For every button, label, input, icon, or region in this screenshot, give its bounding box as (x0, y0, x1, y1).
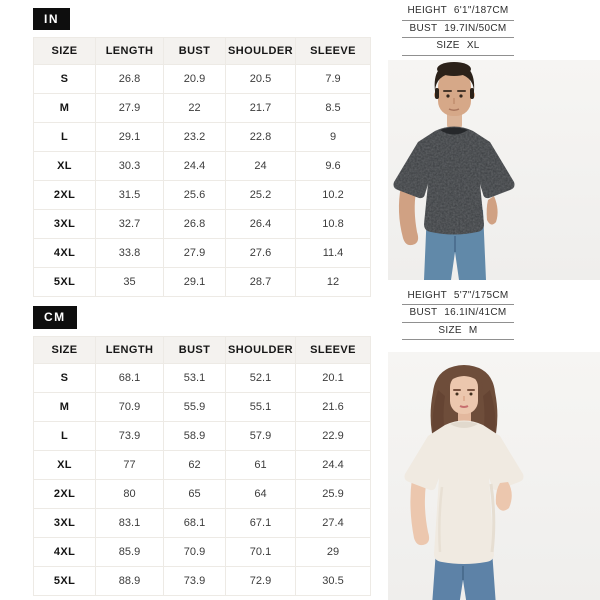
measurement-cell: 11.4 (296, 239, 371, 268)
table-row (34, 479, 371, 508)
male-model-illustration (388, 60, 600, 280)
table-row (34, 239, 371, 268)
column-header: LENGTH (96, 336, 164, 363)
size-label-cell: M (34, 392, 96, 421)
size-table-inches (33, 37, 371, 297)
size-label-cell: 5XL (34, 566, 96, 595)
column-header: SLEEVE (296, 336, 371, 363)
measurement-cell: 22.9 (296, 421, 371, 450)
measurement-cell: 61 (226, 450, 296, 479)
measurement-cell: 83.1 (96, 508, 164, 537)
measurement-cell: 27.9 (96, 94, 164, 123)
measurement-cell: 52.1 (226, 363, 296, 392)
measurement-cell: 57.9 (226, 421, 296, 450)
table-row (34, 123, 371, 152)
column-header: BUST (164, 336, 226, 363)
size-label-cell: 3XL (34, 210, 96, 239)
column-header: SHOULDER (226, 38, 296, 65)
measurement-cell: 35 (96, 268, 164, 297)
table-row (34, 392, 371, 421)
size-label-cell: L (34, 421, 96, 450)
measurement-cell: 85.9 (96, 537, 164, 566)
measurement-cell: 21.6 (296, 392, 371, 421)
measurement-cell: 65 (164, 479, 226, 508)
measurement-cell: 62 (164, 450, 226, 479)
measurement-cell: 24.4 (164, 152, 226, 181)
measurement-cell: 9 (296, 123, 371, 152)
measurement-cell: 25.2 (226, 181, 296, 210)
size-label-cell: 4XL (34, 537, 96, 566)
measurement-cell: 22 (164, 94, 226, 123)
table-row (34, 537, 371, 566)
male-model-specs (402, 3, 514, 56)
measurement-cell: 23.2 (164, 123, 226, 152)
size-label-cell: 4XL (34, 239, 96, 268)
column-header: SIZE (34, 336, 96, 363)
measurement-cell: 24.4 (296, 450, 371, 479)
male-size-spec: SIZE XL (402, 38, 514, 56)
measurement-cell: 55.9 (164, 392, 226, 421)
measurement-cell: 29.1 (96, 123, 164, 152)
measurement-cell: 26.8 (164, 210, 226, 239)
measurement-cell: 70.9 (96, 392, 164, 421)
measurement-cell: 32.7 (96, 210, 164, 239)
female-model-photo (388, 352, 600, 600)
table-row (34, 450, 371, 479)
measurement-cell: 33.8 (96, 239, 164, 268)
measurement-cell: 20.5 (226, 65, 296, 94)
female-size-spec: SIZE M (402, 323, 514, 341)
measurement-cell: 8.5 (296, 94, 371, 123)
measurement-cell: 68.1 (164, 508, 226, 537)
size-tables-section (33, 8, 370, 596)
male-bust-spec: BUST 19.7IN/50CM (402, 21, 514, 39)
measurement-cell: 26.4 (226, 210, 296, 239)
measurement-cell: 26.8 (96, 65, 164, 94)
male-model-photo (388, 60, 600, 280)
size-label-cell: S (34, 65, 96, 94)
table-row (34, 363, 371, 392)
measurement-cell: 29.1 (164, 268, 226, 297)
male-height-spec: HEIGHT 6'1"/187CM (402, 3, 514, 21)
measurement-cell: 9.6 (296, 152, 371, 181)
measurement-cell: 67.1 (226, 508, 296, 537)
size-label-cell: M (34, 94, 96, 123)
measurement-cell: 27.9 (164, 239, 226, 268)
measurement-cell: 12 (296, 268, 371, 297)
unit-badge-cm: CM (33, 306, 77, 328)
table-row (34, 421, 371, 450)
table-header-row (34, 38, 371, 65)
column-header: LENGTH (96, 38, 164, 65)
female-model-illustration (388, 352, 600, 600)
measurement-cell: 30.5 (296, 566, 371, 595)
measurement-cell: 72.9 (226, 566, 296, 595)
measurement-cell: 55.1 (226, 392, 296, 421)
measurement-cell: 7.9 (296, 65, 371, 94)
measurement-cell: 73.9 (164, 566, 226, 595)
female-bust-spec: BUST 16.1IN/41CM (402, 305, 514, 323)
measurement-cell: 20.1 (296, 363, 371, 392)
measurement-cell: 10.8 (296, 210, 371, 239)
measurement-cell: 25.9 (296, 479, 371, 508)
measurement-cell: 70.9 (164, 537, 226, 566)
table-row (34, 181, 371, 210)
measurement-cell: 22.8 (226, 123, 296, 152)
size-label-cell: XL (34, 450, 96, 479)
measurement-cell: 64 (226, 479, 296, 508)
table-row (34, 94, 371, 123)
unit-badge-in: IN (33, 8, 70, 30)
measurement-cell: 24 (226, 152, 296, 181)
measurement-cell: 53.1 (164, 363, 226, 392)
female-height-spec: HEIGHT 5'7"/175CM (402, 288, 514, 306)
measurement-cell: 27.4 (296, 508, 371, 537)
measurement-cell: 68.1 (96, 363, 164, 392)
measurement-cell: 73.9 (96, 421, 164, 450)
female-model-specs (402, 288, 514, 341)
measurement-cell: 88.9 (96, 566, 164, 595)
measurement-cell: 30.3 (96, 152, 164, 181)
column-header: BUST (164, 38, 226, 65)
size-label-cell: L (34, 123, 96, 152)
table-row (34, 268, 371, 297)
size-label-cell: 2XL (34, 181, 96, 210)
measurement-cell: 28.7 (226, 268, 296, 297)
size-label-cell: 5XL (34, 268, 96, 297)
table-row (34, 65, 371, 94)
measurement-cell: 58.9 (164, 421, 226, 450)
size-label-cell: S (34, 363, 96, 392)
size-label-cell: 2XL (34, 479, 96, 508)
column-header: SLEEVE (296, 38, 371, 65)
measurement-cell: 80 (96, 479, 164, 508)
measurement-cell: 77 (96, 450, 164, 479)
column-header: SHOULDER (226, 336, 296, 363)
measurement-cell: 21.7 (226, 94, 296, 123)
measurement-cell: 25.6 (164, 181, 226, 210)
measurement-cell: 70.1 (226, 537, 296, 566)
measurement-cell: 29 (296, 537, 371, 566)
measurement-cell: 20.9 (164, 65, 226, 94)
table-row (34, 152, 371, 181)
table-header-row (34, 336, 371, 363)
table-row (34, 508, 371, 537)
size-table-centimeters (33, 336, 371, 596)
measurement-cell: 10.2 (296, 181, 371, 210)
size-label-cell: XL (34, 152, 96, 181)
model-photos-section (388, 0, 600, 600)
measurement-cell: 31.5 (96, 181, 164, 210)
size-label-cell: 3XL (34, 508, 96, 537)
measurement-cell: 27.6 (226, 239, 296, 268)
table-row (34, 210, 371, 239)
column-header: SIZE (34, 38, 96, 65)
table-row (34, 566, 371, 595)
